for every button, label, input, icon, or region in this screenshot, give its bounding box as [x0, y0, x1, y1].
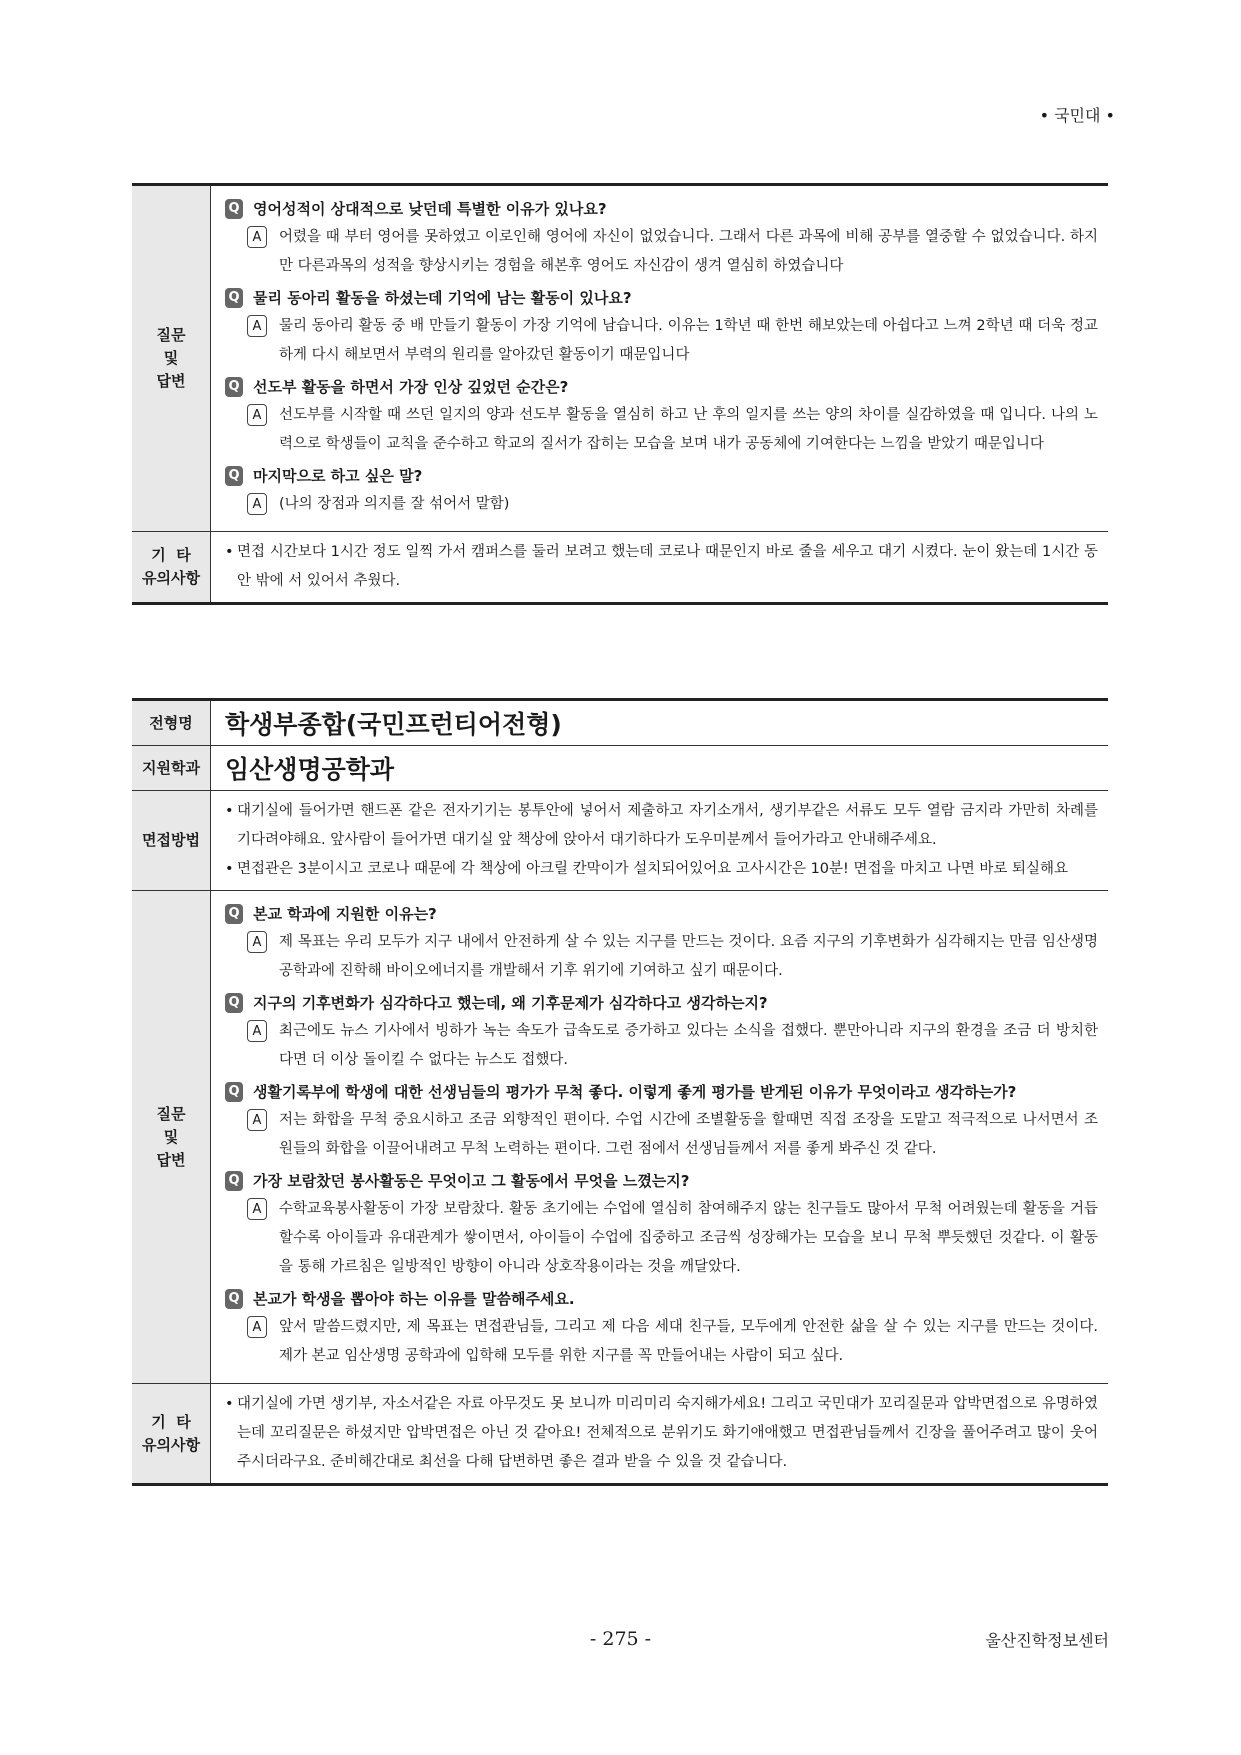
question: Q 물리 동아리 활동을 하셨는데 기억에 남는 활동이 있나요?: [225, 287, 1098, 308]
method-row: [132, 791, 1108, 891]
q-badge-icon: Q: [225, 288, 243, 308]
q-badge-icon: Q: [225, 466, 243, 486]
q-badge-icon: Q: [225, 1171, 243, 1191]
answer: A 수학교육봉사활동이 가장 보람찼다. 활동 초기에는 수업에 열심히 참여해주지 않는 친구들도 많아서 무척 어려웠는데 활동을 거듭할수록 아이들과 유대관계가 쌓이면서, 아이들이 수업에 집중하고 조금씩 성장해가는 모습을 보니 무척 뿌듯했던 것같다. 이 활동을 통해 가르침은 일방적인 방향이 아니라 상호작용이라는 것을 깨달았다.: [247, 1195, 1098, 1282]
a-badge-icon: A: [247, 1198, 267, 1220]
question: Q 가장 보람찼던 봉사활동은 무엇이고 그 활동에서 무엇을 느꼈는지?: [225, 1170, 1098, 1191]
etc-label: 기 타 유의사항: [132, 532, 211, 604]
type-row: [132, 700, 1108, 746]
qa-list: [211, 891, 1109, 1384]
qa-row: [132, 891, 1108, 1384]
a-badge-icon: A: [247, 315, 267, 337]
dept-value: 임산생명공학과: [225, 755, 395, 784]
interview-table-2: [132, 698, 1108, 1486]
a-badge-icon: A: [247, 1316, 267, 1338]
question: Q 선도부 활동을 하면서 가장 인상 깊었던 순간은?: [225, 376, 1098, 397]
a-badge-icon: A: [247, 1109, 267, 1131]
type-value: 학생부종합(국민프런티어전형): [225, 710, 562, 739]
question: Q 지구의 기후변화가 심각하다고 했는데, 왜 기후문제가 심각하다고 생각하는지?: [225, 992, 1098, 1013]
a-badge-icon: A: [247, 404, 267, 426]
q-badge-icon: Q: [225, 1082, 243, 1102]
question: Q 영어성적이 상대적으로 낮던데 특별한 이유가 있나요?: [225, 198, 1098, 219]
qa-row: [132, 185, 1108, 532]
a-badge-icon: A: [247, 931, 267, 953]
question: Q 본교 학과에 지원한 이유는?: [225, 903, 1098, 924]
answer: A 어렸을 때 부터 영어를 못하였고 이로인해 영어에 자신이 없었습니다. 그래서 다른 과목에 비해 공부를 열중할 수 없었습니다. 하지만 다른과목의 성적을 향상시키는 경험을 해본후 영어도 자신감이 생겨 열심히 하였습니다: [247, 223, 1098, 281]
method-text: • 대기실에 들어가면 핸드폰 같은 전자기기는 봉투안에 넣어서 제출하고 자기소개서, 생기부같은 서류도 모두 열람 금지라 가만히 차례를 기다려야해요. 앞사람이 들어가면 대기실 앞 책상에 앉아서 대기하다가 도우미분께서 들어가라고 안내해주세요. • 면접관은 3분이시고 코로나 때문에 각 책상에 아크릴 칸막이가 설치되어있어요 고사시간은 10분! 면접을 마치고 나면 바로 퇴실해요: [225, 803, 1098, 877]
q-badge-icon: Q: [225, 1289, 243, 1309]
etc-label: 기 타 유의사항: [132, 1384, 211, 1485]
answer: A 최근에도 뉴스 기사에서 빙하가 녹는 속도가 급속도로 증가하고 있다는 소식을 접했다. 뿐만아니라 지구의 환경을 조금 더 방치한다면 더 이상 돌이킬 수 없다는 뉴스도 접했다.: [247, 1017, 1098, 1075]
a-badge-icon: A: [247, 226, 267, 248]
q-badge-icon: Q: [225, 993, 243, 1013]
qa-list: [211, 185, 1109, 532]
dept-row: [132, 746, 1108, 791]
type-label: 전형명: [132, 700, 211, 746]
answer: A 물리 동아리 활동 중 배 만들기 활동이 가장 기억에 남습니다. 이유는 1학년 때 한번 해보았는데 아쉽다고 느껴 2학년 때 더욱 정교하게 다시 해보면서 부력의 원리를 알아갔던 활동이기 때문입니다: [247, 312, 1098, 370]
a-badge-icon: A: [247, 1020, 267, 1042]
footer-source: 울산진학정보센터: [985, 1631, 1109, 1650]
dept-label: 지원학과: [132, 746, 211, 791]
a-badge-icon: A: [247, 493, 267, 515]
q-badge-icon: Q: [225, 904, 243, 924]
question: Q 본교가 학생을 뽑아야 하는 이유를 말씀해주세요.: [225, 1288, 1098, 1309]
answer: A (나의 장점과 의지를 잘 섞어서 말함): [247, 490, 1098, 519]
method-label: 면접방법: [132, 791, 211, 891]
etc-text: • 면접 시간보다 1시간 정도 일찍 가서 캠퍼스를 둘러 보려고 했는데 코로나 때문인지 바로 줄을 세우고 대기 시켰다. 눈이 왔는데 1시간 동안 밖에 서 있어서 추웠다.: [225, 544, 1098, 589]
page-number: - 275 -: [589, 1628, 652, 1650]
answer: A 제 목표는 우리 모두가 지구 내에서 안전하게 살 수 있는 지구를 만드는 것이다. 요즘 지구의 기후변화가 심각해지는 만큼 임산생명공학과에 진학해 바이오에너지를 개발해서 기후 위기에 기여하고 싶기 때문이다.: [247, 928, 1098, 986]
etc-row: [132, 532, 1108, 604]
q-badge-icon: Q: [225, 377, 243, 397]
q-badge-icon: Q: [225, 199, 243, 219]
question: Q 마지막으로 하고 싶은 말?: [225, 465, 1098, 486]
etc-row: [132, 1384, 1108, 1485]
qa-label: 질문 및 답변: [132, 891, 211, 1384]
header-tag: • 국민대 •: [1039, 106, 1115, 125]
answer: A 앞서 말씀드렸지만, 제 목표는 면접관님들, 그리고 제 다음 세대 친구들, 모두에게 안전한 삶을 살 수 있는 지구를 만드는 것이다. 제가 본교 임산생명 공학과에 입학해 모두를 위한 지구를 꼭 만들어내는 사람이 되고 싶다.: [247, 1313, 1098, 1371]
qa-label: 질문 및 답변: [132, 185, 211, 532]
etc-text: • 대기실에 가면 생기부, 자소서같은 자료 아무것도 못 보니까 미리미리 숙지해가세요! 그리고 국민대가 꼬리질문과 압박면접으로 유명하였는데 꼬리질문은 하셨지만 압박면접은 아닌 것 같아요! 전체적으로 분위기도 화기애애했고 면접관님들께서 긴장을 풀어주려고 많이 웃어주시더라구요. 준비해간대로 최선을 다해 답변하면 좋은 결과 받을 수 있을 것 같습니다.: [225, 1396, 1098, 1470]
answer: A 저는 화합을 무척 중요시하고 조금 외향적인 편이다. 수업 시간에 조별활동을 할때면 직접 조장을 도맡고 적극적으로 나서면서 조원들의 화합을 이끌어내려고 무척 노력하는 편이다. 그런 점에서 선생님들께서 저를 좋게 봐주신 것 같다.: [247, 1106, 1098, 1164]
interview-table-1: [132, 183, 1108, 605]
answer: A 선도부를 시작할 때 쓰던 일지의 양과 선도부 활동을 열심히 하고 난 후의 일지를 쓰는 양의 차이를 실감하였을 때 입니다. 나의 노력으로 학생들이 교칙을 준수하고 학교의 질서가 잡히는 모습을 보며 내가 공동체에 기여한다는 느낌을 받았기 때문입니다: [247, 401, 1098, 459]
question: Q 생활기록부에 학생에 대한 선생님들의 평가가 무척 좋다. 이렇게 좋게 평가를 받게된 이유가 무엇이라고 생각하는가?: [225, 1081, 1098, 1102]
